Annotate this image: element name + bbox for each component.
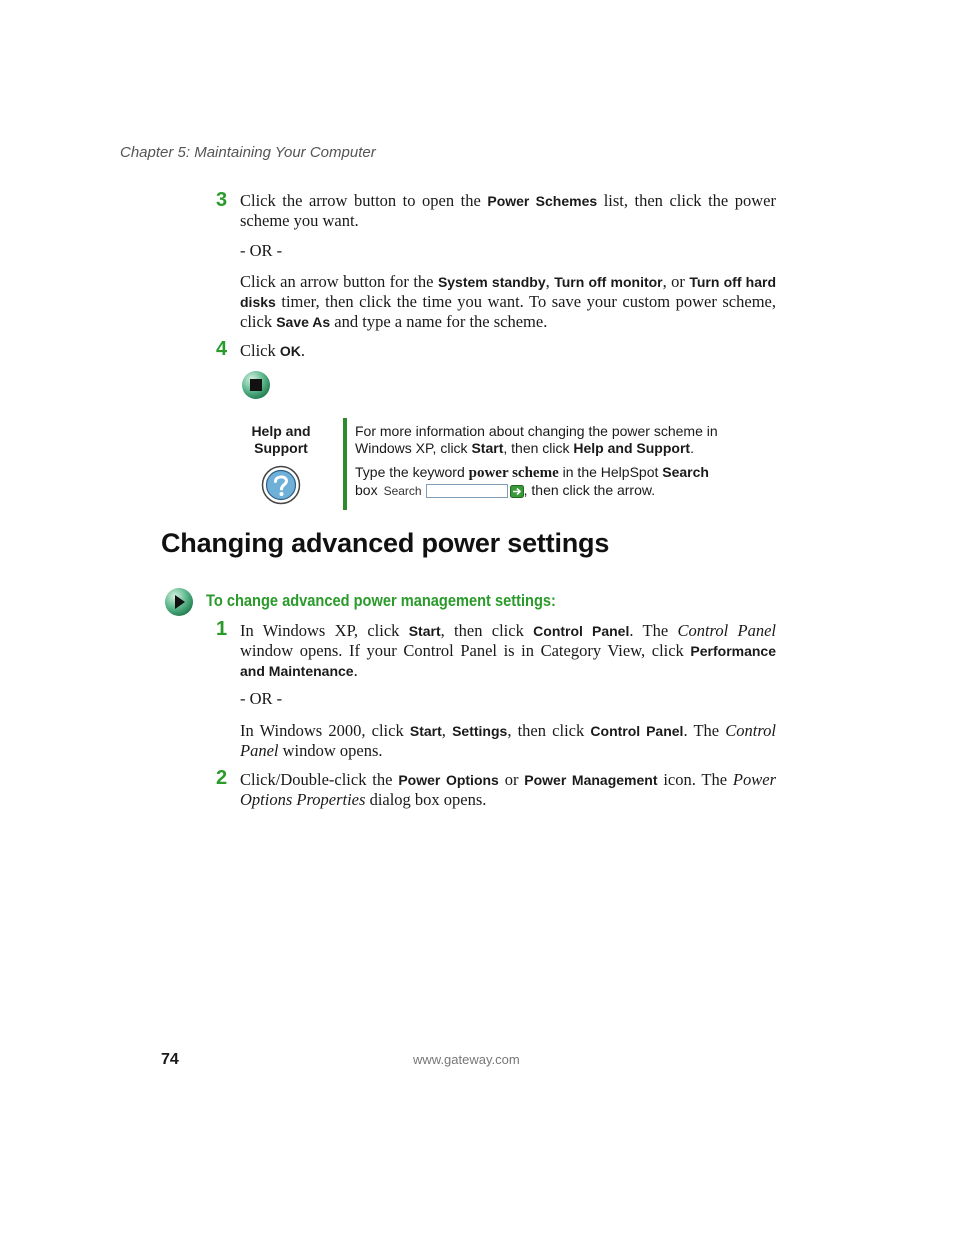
procedure-arrow-icon	[164, 587, 194, 617]
ui-term: Power Schemes	[487, 193, 598, 209]
search-input[interactable]	[426, 484, 508, 498]
step-number: 4	[216, 338, 228, 360]
footer-url[interactable]: www.gateway.com	[413, 1052, 520, 1067]
help-note-1: For more information about changing the power scheme in Windows XP, click Start, then click Help and Support.	[355, 423, 718, 456]
stop-icon	[241, 370, 271, 400]
help-note-2: Type the keyword power scheme in the HelpSpot Search box Search , then click the arrow.	[355, 464, 709, 498]
step-number: 3	[216, 189, 228, 211]
or-separator: - OR -	[240, 241, 283, 260]
search-label: Search	[383, 484, 422, 498]
step-4-text: Click OK.	[240, 341, 305, 360]
step-1-alt-text: In Windows 2000, click Start, Settings, then click Control Panel. The Control Panel window opens.	[240, 721, 776, 760]
step-1-text: In Windows XP, click Start, then click Control Panel. The Control Panel window opens. If your Control Panel is in Category View, click Performance and Maintenance.	[240, 621, 776, 680]
help-support-label: Help and Support	[251, 423, 311, 456]
procedure-heading: To change advanced power management settings:	[206, 591, 556, 610]
step-3-alt-text: Click an arrow button for the System standby, Turn off monitor, or Turn off hard disks timer, then click the time you want. To save your custom power scheme, click Save As and type a name for the scheme.	[240, 272, 777, 331]
or-separator: - OR -	[240, 689, 283, 708]
section-title: Changing advanced power settings	[161, 528, 610, 558]
help-question-icon	[261, 465, 301, 505]
note-divider	[343, 418, 347, 510]
step-number: 1	[216, 618, 228, 640]
keyword: power scheme	[468, 465, 559, 481]
step-number: 2	[216, 767, 228, 789]
step-3-text: Click the arrow button to open the Power Schemes list, then click the power scheme you want.	[240, 191, 776, 230]
chapter-header: Chapter 5: Maintaining Your Computer	[120, 144, 376, 161]
search-go-arrow-icon[interactable]	[510, 485, 524, 498]
page-number: 74	[161, 1051, 179, 1068]
step-2-text: Click/Double-click the Power Options or Power Management icon. The Power Options Properties dialog box opens.	[240, 770, 777, 809]
